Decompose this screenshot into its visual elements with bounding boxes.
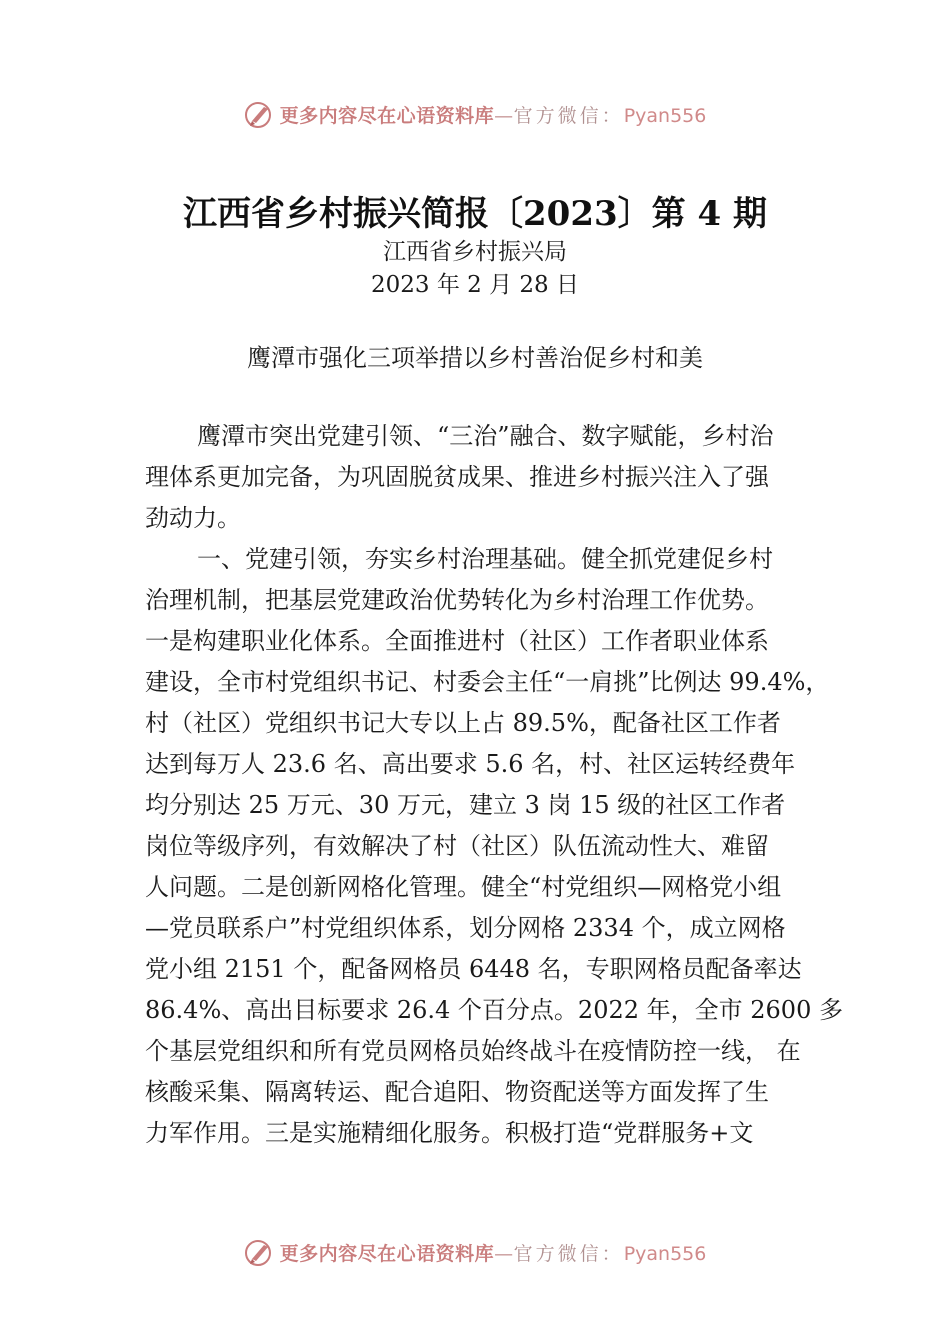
body-line: 村（社区）党组织书记大专以上占 89.5%，配备社区工作者 — [145, 709, 781, 737]
body-line: 理体系更加完备，为巩固脱贫成果、推进乡村振兴注入了强 — [145, 463, 769, 491]
watermark-text — [280, 1239, 707, 1266]
article-body — [145, 416, 843, 1154]
body-line: 党小组 2151 个，配备网格员 6448 名，专职网格员配备率达 — [145, 955, 802, 983]
body-line: 一、党建引领，夯实乡村治理基础。健全抓党建促乡村 — [197, 545, 773, 573]
body-line: 个基层党组织和所有党员网格员始终战斗在疫情防控一线， 在 — [145, 1037, 801, 1065]
watermark-footer — [0, 1234, 950, 1270]
watermark-id: Pyan556 — [623, 104, 707, 127]
document-date: 2023 年 2 月 28 日 — [371, 272, 579, 298]
body-line: 一是构建职业化体系。全面推进村（社区）工作者职业体系 — [145, 627, 769, 655]
watermark-dash: — — [494, 104, 514, 127]
watermark-brand: 更多内容尽在心语资料库 — [279, 1242, 495, 1265]
watermark-label: 官方微信： — [513, 104, 624, 127]
body-line: 建设，全市村党组织书记、村委会主任“一肩挑”比例达 99.4%， — [145, 668, 830, 696]
pen-logo-icon — [244, 1237, 274, 1267]
watermark-text — [280, 101, 707, 128]
body-line: 86.4%、高出目标要求 26.4 个百分点。2022 年，全市 2600 多 — [145, 996, 843, 1024]
document-issuer: 江西省乡村振兴局 — [383, 239, 567, 265]
body-line: 达到每万人 23.6 名、高出要求 5.6 名，村、社区运转经费年 — [145, 750, 796, 778]
article-title: 鹰潭市强化三项举措以乡村善治促乡村和美 — [247, 344, 703, 372]
body-line: —党员联系户”村党组织体系，划分网格 2334 个，成立网格 — [145, 914, 786, 942]
body-line: 人问题。二是创新网格化管理。健全“村党组织—网格党小组 — [145, 873, 782, 901]
watermark-id: Pyan556 — [623, 1242, 707, 1265]
body-line: 岗位等级序列，有效解决了村（社区）队伍流动性大、难留 — [145, 832, 769, 860]
watermark-header — [0, 96, 950, 132]
pen-logo-icon — [244, 99, 274, 129]
body-line: 鹰潭市突出党建引领、“三治”融合、数字赋能，乡村治 — [197, 422, 774, 450]
body-line: 力军作用。三是实施精细化服务。积极打造“党群服务+文 — [145, 1119, 754, 1147]
watermark-brand: 更多内容尽在心语资料库 — [279, 104, 495, 127]
watermark-dash: — — [494, 1242, 514, 1265]
body-line: 核酸采集、隔离转运、配合追阳、物资配送等方面发挥了生 — [145, 1078, 769, 1106]
document-title: 江西省乡村振兴简报〔2023〕第 4 期 — [183, 194, 767, 234]
watermark-label: 官方微信： — [513, 1242, 624, 1265]
body-line: 均分别达 25 万元、30 万元，建立 3 岗 15 级的社区工作者 — [145, 791, 786, 819]
body-line: 劲动力。 — [145, 504, 241, 532]
body-line: 治理机制，把基层党建政治优势转化为乡村治理工作优势。 — [145, 586, 769, 614]
